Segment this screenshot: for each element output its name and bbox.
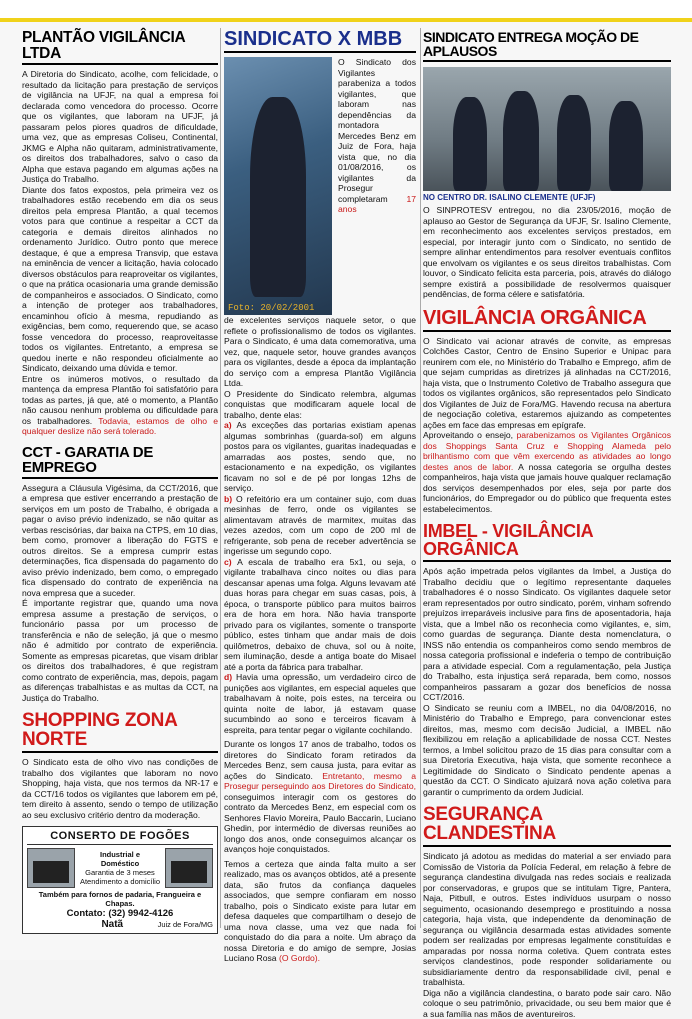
item-a-text: As exceções das portarias existiam apenas algumas sombrinhas (guarda-sol) em alguns postos para os vigilantes, guaritas inadequadas e amarradas aos postes, sendo que, no estacionamento e na expedição, os vigilantes ficavam no sol e de pé por longas 12hs de serviço. [224,420,416,493]
item-d-text: Havia uma opressão, um verdadeiro circo de punições aos vigilantes, em especial aqueles que trabalhavam à noite, pois estes, na terceira ou quinta noite de labor, já estavam quase sucumbindo ao sono e terceiros ficavam à espreita, para tentar pegar o vigilante cochilando. [224,672,416,735]
article-organica-p2 [423,430,671,514]
headline-seguranca-clandestina: SEGURANÇA CLANDESTINA [423,803,671,847]
article-organica-p2-text2: A nossa categoria se orgulha destes companheiros, haja vista que jamais houve qualquer reclamação dos serviços desempenhados por eles, seja por parte dos funcionários, do Empregador ou do público que frequenta estes estabelecimentos. [423,462,671,514]
article-plantao-p3-text: Entre os inúmeros motivos, o resultado da mantença da empresa Plantão foi satisfatório para todas as partes, já que, até o momento, a Plantão não causou nenhum problema ou dificuldade para os trabalhadores. [22,374,218,426]
ad-line4: Atendimento a domicílio [80,877,160,886]
article-mocao-p1: O SINPROTESV entregou, no dia 23/05/2016, moção de aplauso ao Gestor de Segurança da UFJF, Sr. Isalino Clemente, em reconhecimento aos excelentes serviços prestados, em especial, por interagir junto com o Sindicato, no sentido de sempre alinhar entendimentos para resolver eventuais conflitos que envolvam os vigilantes e os seus direitos trabalhistas. Com louvor, o Sindicato felicita esta parceria, pois, através do diálogo sempre existirá a possibilidade de resolvermos quaisquer pendências, de forma célere e satisfatória. [423,205,671,300]
article-plantao-p1: A Diretoria do Sindicato, acolhe, com felicidade, o resultado da licitação para prestação de serviços de vigilância na UFJF, na qual a empresa foi declarada como vencedora do processo. Ocorre que os vigilantes, que laboram na UFJF, já passaram pelos piores quadros de dificuldade, uma vez, que as empresas Coliseu, Continental, JKMG e Alpha não quitaram, administrativamente, os direitos dos trabalhadores, salvo o caso da Alpha que estava pagando em algumas ações na Justiça do Trabalho. [22,69,218,185]
ad-title: CONSERTO DE FOGÕES [27,830,213,845]
article-plantao-p2: Diante dos fatos expostos, pela primeira vez os trabalhadores estão recebendo em dia os seus direitos pela empresa Plantão, a qual tecemos votos para que continue a respeitar a CCT da categoria e demais direitos alinhados no ordenamento Jurídico. Outro ponto que merece destaque, é que a empresa Transvip, que estava na eminência de vencer a licitação, havia colocado diversos obstáculos para reaproveitar os vigilantes, o que na prática ocasionaria uma grande demissão de companheiros e associados. O Sindicato, como a intenção de proteger aos trabalhadores, encaminhou ofício à mesma, repudiando as exigências, bem como, requerendo que, se acaso fosse vencedora do processo, reaproveitasse todos os vigilantes. Entretanto, a empresa se quedou inerte e não respondeu oficialmente ao Sindicato, deixando uma dúvida e temor. [22,185,218,374]
headline-mbb: SINDICATO X MBB [224,28,416,53]
photo-person-silhouette [453,97,487,191]
photo-person-silhouette [609,101,643,191]
column-divider [220,28,221,928]
item-b-text: O refeitório era um container sujo, com duas mesinhas de ferro, onde os vigilantes se alimentavam através de marmitex, muitas das vezes azedos, com um copo de 200 ml de refrigerante, sob pena de receber advertência se ingerisse um segundo copo. [224,494,416,557]
headline-vigilancia-organica: VIGILÂNCIA ORGÂNICA [423,306,671,332]
article-mbb-item-a [224,420,416,494]
article-mbb-p1-text: O Sindicato dos Vigilantes parabeniza a todos vigilantes, que laboram nas dependências da montadora Mercedes Benz em Juiz de Fora, haja vista que, no dia 01/08/2016, os vigilantes da Prosegur completaram [338,57,416,204]
headline-imbel: IMBEL - VIGILÂNCIA ORGÂNICA [423,520,671,562]
ad-phone: Contato: (32) 9942-4126 [27,908,213,919]
item-c-label: c) [224,557,232,567]
article-shopping-p1: O Sindicato esta de olho vivo nas condições de trabalho dos vigilantes que laboram no novo Shopping, haja vista, que nos termos da NR-17 e da CCT/16 todos os vigilantes que laborem em pé, tem direito à assento, sendo o tempo de utilização ao seu exclusivo critério dentro da moderação. [22,757,218,820]
ad-details [80,850,160,886]
article-mbb-p1 [338,57,416,215]
article-plantao-p3 [22,374,218,437]
article-mbb-p4 [224,859,416,964]
photo-person-silhouette [250,97,306,297]
stove-icon [165,848,213,888]
top-banner [0,0,692,22]
stove-icon [27,848,75,888]
mbb-intro-block [224,57,416,315]
article-mbb-p3-text: Durante os longos 17 anos de trabalho, todos os diretores do Sindicato foram retirados da Mercedes Benz, sem causa justa, para evitar as ações do Sindicato. [224,739,416,781]
article-mbb-17-anos: 17 anos [338,194,416,215]
column-divider [420,28,421,928]
article-mbb-p3-text2: conseguimos interagir com os gestores do contrato da Mercedes Benz, em especial com os Senhores Flavio Moreira, Paulo Baccarin, Luciano Ghedin, por intermédio de diversas reuniões ao longo dos anos, onde conseguimos alcançar os avanços hoje conquistados. [224,792,416,855]
article-cct-p1: Assegura a Cláusula Vigésima, da CCT/2016, que a empresa que estiver encerrando a prestação de serviços em um posto de Trabalho, é obrigada a pagar o aviso prévio indenizado, se não quitar as verbas rescisórias, dar baixa na CTPS, em 10 dias, bem como, promover a liberação do FGTS e outros direitos. Se a empresa cumprir estas determinações, fica dispensada do pagamento do aviso prévio indenizado, bem como, o empregado fica dispensado do contrato de experiência na nova empresa que a suceder. [22,483,218,599]
ad-row [27,848,213,888]
article-mbb-p3-red: Entretanto, mesmo a Prosegur perseguindo aos Diretores do Sindicato, [224,771,416,792]
column-left [22,28,218,934]
item-c-text: A escala de trabalho era 5x1, ou seja, o vigilante trabalhava cinco noites ou dias para descansar apenas uma folga. Alguns levavam até duas horas para chegar em suas casas, pois, à época, o transporte público para muitos bairros era de hora em hora. Não havia transporte privado para os vigilantes, somente o transporte público, estes tinham que andar mais de dois quilômetros, debaixo de chuva, sol ou à noite, sem iluminação, desde a antiga boate do Misael até a porta da fábrica para trabalhar. [224,557,416,672]
article-clandestina-p1: Sindicato já adotou as medidas do material a ser enviado para Comissão de Vistoria da Polícia Federal, em relação à febre de segurança clandestina divulgada nas redes sociais e realizada por conservadoras, e grupos que se intitulam Tigre, Pantera, Naja, Pitbull, e outros. Estes indivíduos usurpam o nosso seguimento, ocasionando desemprego e prostituindo a nossa categoria, haja vista, que independente da denominação de segurança ou vigilância desarmada estas atividades somente podem ser realizadas por empresas legalmente constituídas e amparadas por nossa norma coletiva. Quem contrata estes serviços clandestinos, pode responder solidariamente ou subsidiariamente dentro da responsabilidade civil, penal e trabalhista. [423,851,671,988]
article-organica-p2-text: Aproveitando o ensejo, [423,430,513,440]
article-mbb-p4-text: Temos a certeza que ainda falta muito a ser realizado, mas os avanços obtidos, até a presente data, são frutos da confiança daqueles associados, que sempre confiaram em nosso trabalho, pois o Sindicato existe para lutar em defesa daqueles que compartilham o desejo de uma nova classe, uma vez que nada foi conquistado do dia para a noite. Um abraço da nossa Diretoria e do amigo de sempre, Josias Luciano Rosa [224,859,416,964]
article-organica-p1: O Sindicato vai acionar através de convite, as empresas Colchões Castor, Centro de Ensino Superior e Unipac para reunirem com ele, no Ministério do Trabalho e Emprego, afim de que sejam cumpridas as diretrizes já alinhadas na CCT/2016, haja vista, que o Instrumento Coletivo de Trabalho assegura que todos os vigilantes orgânicos, são representados pelo Sindicato dos Vigilantes de Juiz de Fora/MG. Havendo recusa na abertura de negociação coletiva, estaremos ajuizando as competentes ações em face das empresas em epígrafe. [423,336,671,431]
ad-line2: Doméstico [80,859,160,868]
headline-shopping: SHOPPING ZONA NORTE [22,709,218,753]
item-d-label: d) [224,672,232,682]
item-a-label: a) [224,420,232,430]
photo-caption-mocao: NO CENTRO DR. ISALINO CLEMENTE (UFJF) [423,193,671,202]
article-mbb-p1b: de excelentes serviços naquele setor, o que reflete o profissionalismo de todos os vigilantes. Para o Sindicato, é uma data comemorativa, uma vez, que, naquele setor, houve grandes avanços para os vigilantes, desde a época da implantação do serviço com a empresa Plantão Vigilância Ltda. [224,315,416,389]
photo-person-silhouette [557,95,591,191]
ad-line5: Também para fornos de padaria, Frangueira e Chapas. [27,890,213,908]
article-imbel-p1: Após ação impetrada pelos vigilantes da Imbel, a Justiça do Trabalho decidiu que o legítimo representante daqueles trabalhadores é o nosso Sindicato. Os vigilantes daquele setor eram representados por outro sindicato, porém, vinham sofrendo prejuízos irreparáveis inclusive para fins de aposentadoria, haja vista, que a Imbel não os reconhecia como vigilantes, e, sim, como guardas de segurança. Diante desta nomenclatura, o INSS não entendia os companheiros como sendo membros de nossa categoria profissional e indeferia o tempo de contribuição para a atividade especial. Com a regulamentação, pela Justiça do Trabalho, esta injustiça será reparada, bem como, nossos companheiros passaram a gozar dos benefícios de nossa CCT/2016. [423,566,671,703]
headline-cct: CCT - GARATIA DE EMPREGO [22,443,218,479]
photo-person-silhouette [503,91,539,191]
article-imbel-p2: O Sindicato se reuniu com a IMBEL, no dia 04/08/2016, no Ministério do Trabalho e Emprego, para convencionar estes direitos, mas, mesmo com decisão Judicial, a IMBEL não flexibilizou em relação a aplicabilidade de nossa CCT. Nestes termos, a Imbel solicitou prazo de 15 dias para consultar com a sua Diretoria Executiva, haja vista, que somente reconhece a Legitimidade do Sindicato o Sindicato pendente apenas a questão da CCT. O Sindicato ajuizará nova ação coletiva para garantir o cumprimento da ordem Judicial. [423,703,671,798]
photo-mocao [423,67,671,191]
photo-vigilante [224,57,332,315]
yellow-stripe [0,18,692,22]
headline-plantao: PLANTÃO VIGILÂNCIA LTDA [22,28,218,65]
ad-name: Natã [101,919,123,930]
article-cct-p2: É importante registrar que, quando uma nova empresa assume a prestação de serviços, o funcionário passa por um processo de transferência e não de seleção, já que o mesmo não é admitido por contrato de experiência. Somente as empresas picaretas, que visam driblar os direitos dos trabalhadores, é que registram como contrato de experiência, mas, depois, pagam as diferenças trabalhistas e as multas da CCT, na Justiça do Trabalho. [22,598,218,703]
article-organica-p2-red: parabenizamos os Vigilantes Orgânicos dos Shoppings Santa Cruz e Shopping Alameda pelo brilhantismo com que vêm exercendo as atividades ao longo destes anos de labor. [423,430,671,472]
column-middle [224,28,416,964]
headline-mocao: SINDICATO ENTREGA MOÇÃO DE APLAUSOS [423,28,671,62]
photo-date-stamp: Foto: 20/02/2001 [228,303,314,313]
article-plantao-warning: Todavia, estamos de olho e qualquer deslize não será tolerado. [22,416,218,437]
article-mbb-item-d [224,672,416,735]
article-mbb-item-c [224,557,416,673]
ad-city: Juiz de Fora/MG [158,920,213,929]
ad-footer [27,919,213,930]
ad-line3: Garantia de 3 meses [80,868,160,877]
article-clandestina-p2: Diga não a vigilância clandestina, o barato pode sair caro. Não coloque o seu patrimônio, privacidade, ou seu bem maior que é a sua família nas mãos de aventureiros. [423,988,671,1019]
article-mbb-item-b [224,494,416,557]
ad-line1: Industrial e [80,850,160,859]
article-mbb-p3 [224,739,416,855]
article-mbb-signature: (O Gordo). [279,953,320,963]
column-right [423,28,671,1019]
advertisement-fogoes [22,826,218,934]
article-mbb-p2: O Presidente do Sindicato relembra, algumas conquistas que modificaram aquele local de trabalho, dente elas: [224,389,416,421]
item-b-label: b) [224,494,232,504]
